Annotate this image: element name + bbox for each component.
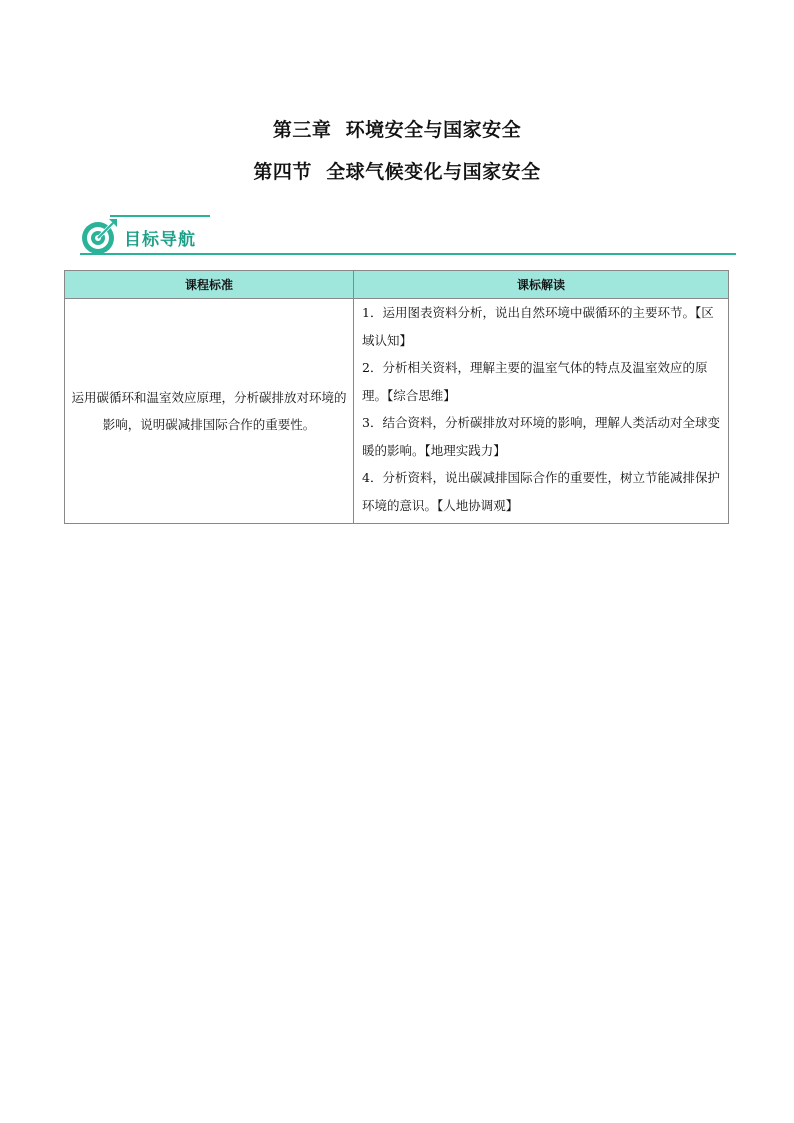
course-standard-text: 运用碳循环和温室效应原理，分析碳排放对环境的影响，说明碳减排国际合作的重要性。	[65, 299, 354, 524]
chapter-title: 第三章 环境安全与国家安全	[272, 119, 522, 141]
goal-navigation-label: 目标导航	[124, 230, 196, 250]
table-row	[65, 299, 729, 524]
interpretation-item-1: 1．运用图表资料分析，说出自然环境中碳循环的主要环节。【区域认知】	[362, 305, 714, 348]
banner-bottom-rule	[80, 253, 736, 255]
interpretation-item-2: 2．分析相关资料，理解主要的温室气体的特点及温室效应的原理。【综合思维】	[362, 360, 708, 403]
header-standard-interpretation: 课标解读	[354, 271, 729, 299]
section-title: 第四节 全球气候变化与国家安全	[253, 161, 541, 183]
interpretation-item-3: 3．结合资料，分析碳排放对环境的影响，理解人类活动对全球变暖的影响。【地理实践力】	[362, 415, 720, 458]
interpretation-list	[354, 299, 729, 524]
target-arrow-icon	[80, 216, 120, 256]
standards-table	[64, 270, 729, 524]
table-header-row	[65, 271, 729, 299]
goal-navigation-banner	[80, 214, 740, 258]
banner-top-rule	[110, 215, 210, 217]
interpretation-item-4: 4．分析资料，说出碳减排国际合作的重要性，树立节能减排保护环境的意识。【人地协调观】	[362, 470, 720, 513]
header-course-standard: 课程标准	[65, 271, 354, 299]
